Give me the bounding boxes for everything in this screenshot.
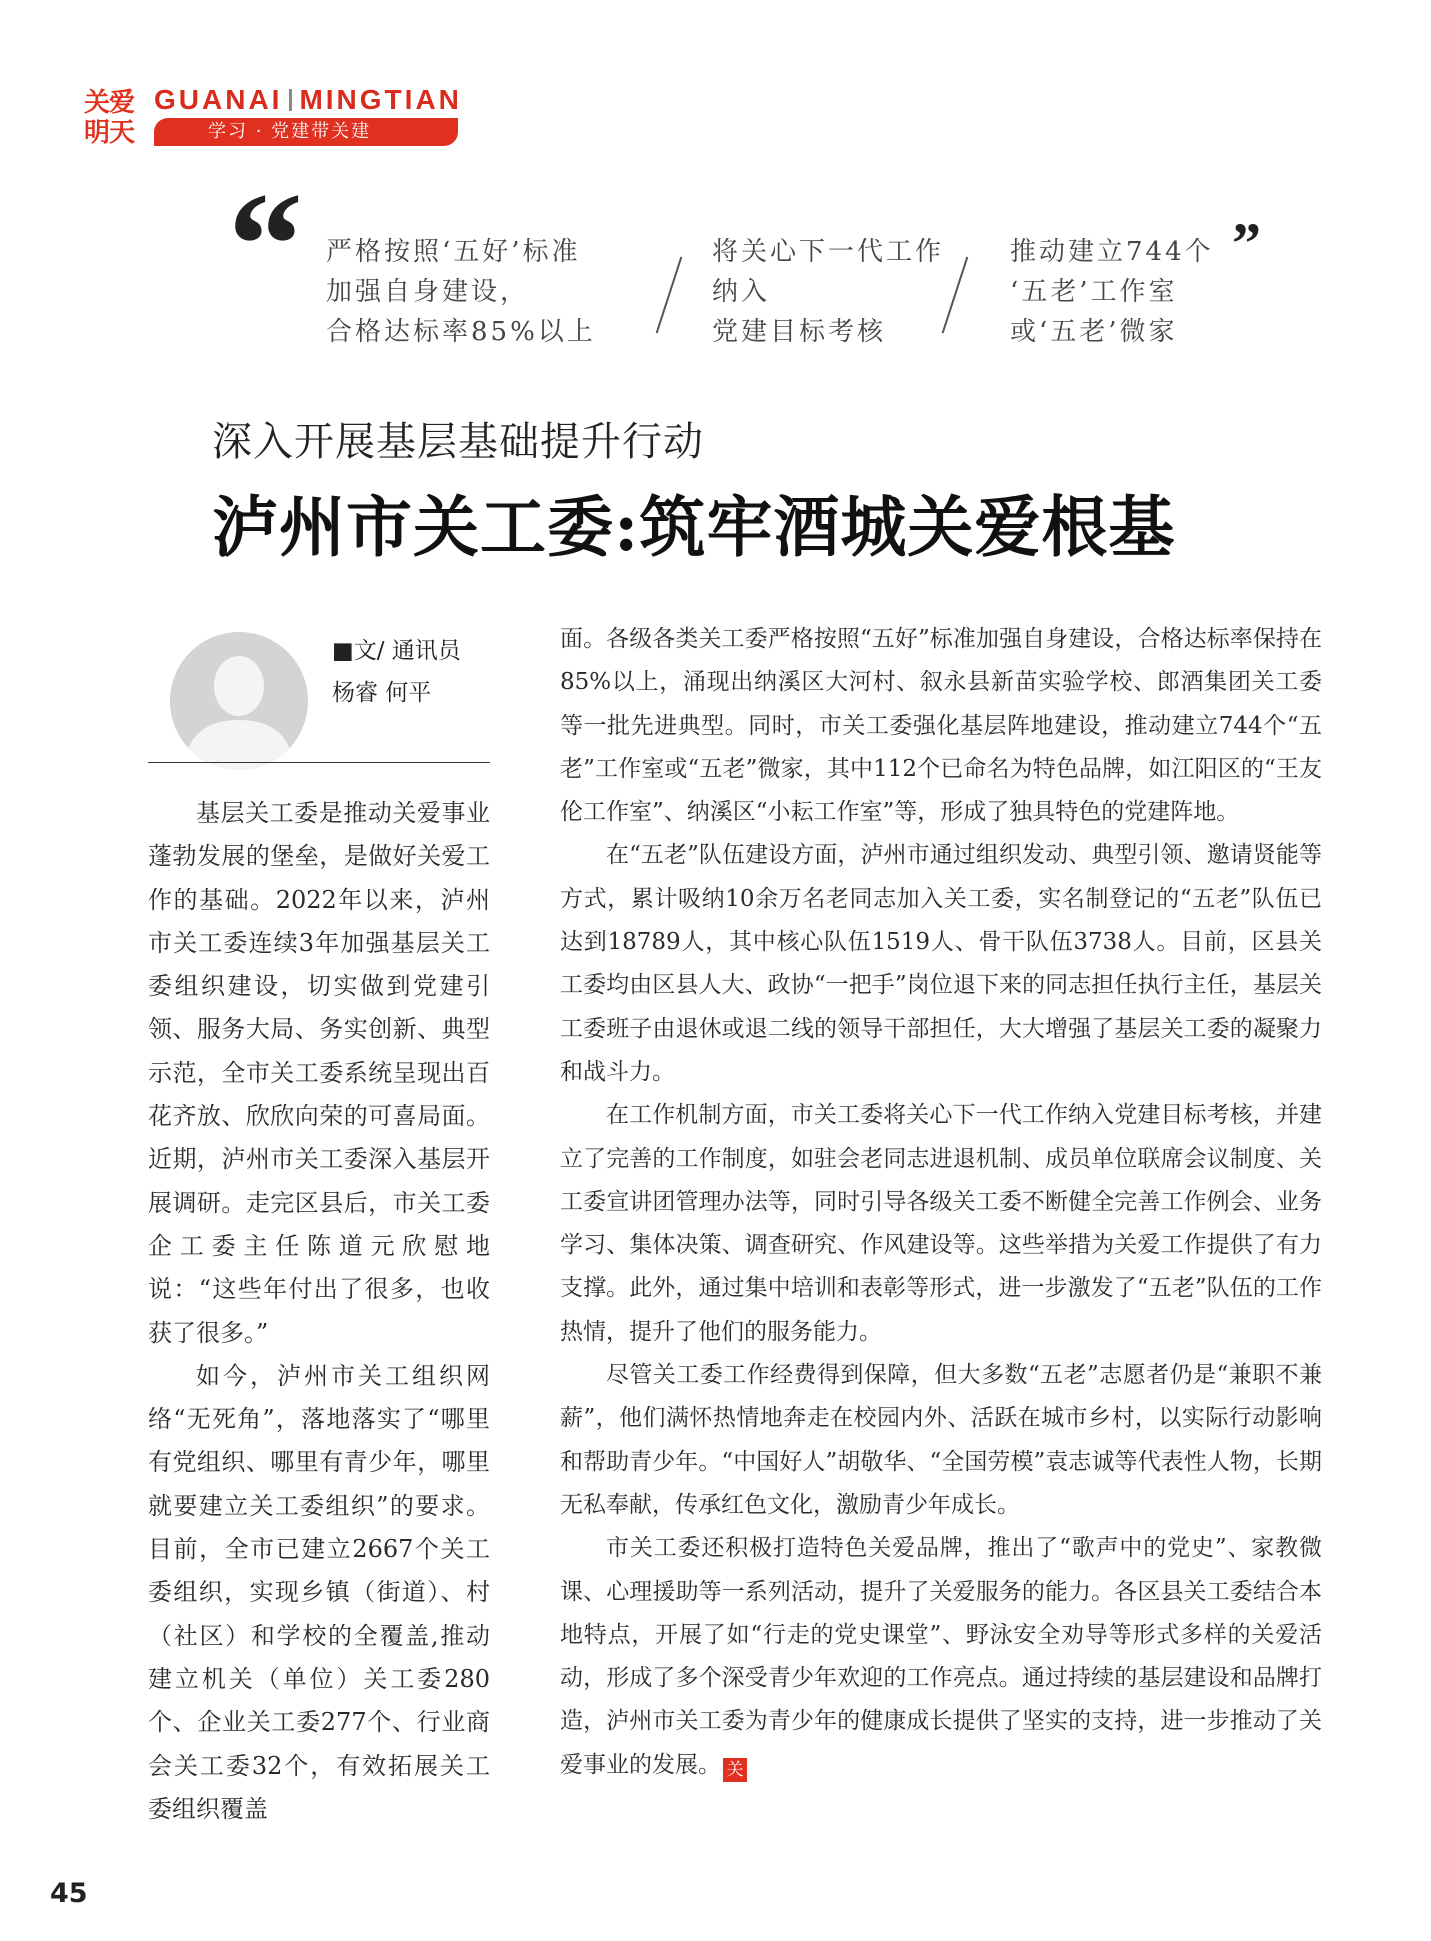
quote-divider xyxy=(942,257,969,334)
byline-divider xyxy=(148,762,490,763)
quote-line: 严格按照‘五好’标准 xyxy=(326,237,581,267)
quote-divider xyxy=(656,257,683,334)
quote-line: 加强自身建设， xyxy=(326,277,530,307)
body-paragraph: 尽管关工委工作经费得到保障，但大多数“五老”志愿者仍是“兼职不兼薪”，他们满怀热情地奔走在校园内外、活跃在城市乡村，以实际行动影响和帮助青少年。“中国好人”胡敬华、“全国劳模”袁志诚等代表性人物，长期无私奉献，传承红色文化，激励青少年成长。 xyxy=(560,1362,1322,1518)
byline-authors: 杨睿 何平 xyxy=(332,680,432,706)
quote-line: 党建目标考核 xyxy=(712,317,887,347)
open-quote-mark: “ xyxy=(228,162,303,328)
body-paragraph-text: 市关工委还积极打造特色关爱品牌，推出了“歌声中的党史”、家教微课、心理援助等一系列活动，提升了关爱服务的能力。各区县关工委结合本地特点，开展了如“行走的党史课堂”、野泳安全劝导等形式多样的关爱活动，形成了多个深受青少年欢迎的工作亮点。通过持续的基层建设和品牌打造，泸州市关工委为青少年的健康成长提供了坚实的支持，进一步推动了关爱事业的发展。 xyxy=(560,1535,1322,1778)
masthead-logo: 关爱明天 xyxy=(84,88,135,148)
quote-column-1 xyxy=(326,232,596,352)
article-subtitle: 深入开展基层基础提升行动 xyxy=(212,419,704,465)
brand-right: MINGTIAN xyxy=(299,84,462,115)
brand-left: GUANAI xyxy=(154,84,283,115)
section-label: 学习 · 党建带关建 xyxy=(154,118,458,146)
body-paragraph: 基层关工委是推动关爱事业蓬勃发展的堡垒，是做好关爱工作的基础。2022年以来，泸州市关工委连续3年加强基层关工委组织建设，切实做到党建引领、服务大局、务实创新、典型示范，全市关工委系统呈现出百花齐放、欣欣向荣的可喜局面。近期，泸州市关工委深入基层开展调研。走完区县后，市关工委企工委主任陈道元欣慰地说：“这些年付出了很多，也收获了很多。” xyxy=(148,799,490,1347)
article-title: 泸州市关工委:筑牢酒城关爱根基 xyxy=(212,488,1176,566)
brand-separator xyxy=(289,89,292,111)
byline xyxy=(332,630,461,714)
quote-line: 合格达标率85%以上 xyxy=(326,317,596,347)
person-silhouette-icon xyxy=(170,632,308,770)
close-quote-mark: ” xyxy=(1232,211,1261,276)
author-avatar xyxy=(170,632,308,770)
right-column xyxy=(560,618,1322,1787)
quote-column-3 xyxy=(1010,232,1214,352)
body-paragraph: 面。各级各类关工委严格按照“五好”标准加强自身建设，合格达标率保持在85%以上，涌现出纳溪区大河村、叙永县新苗实验学校、郎酒集团关工委等一批先进典型。同时，市关工委强化基层阵地建设，推动建立744个“五老”工作室或“五老”微家，其中112个已命名为特色品牌，如江阳区的“王友伦工作室”、纳溪区“小耘工作室”等，形成了独具特色的党建阵地。 xyxy=(560,626,1322,826)
magazine-brand xyxy=(154,84,462,116)
body-paragraph: 在“五老”队伍建设方面，泸州市通过组织发动、典型引领、邀请贤能等方式，累计吸纳10余万名老同志加入关工委，实名制登记的“五老”队伍已达到18789人，其中核心队伍1519人、骨干队伍3738人。目前，区县关工委均由区县人大、政协“一把手”岗位退下来的同志担任执行主任，基层关工委班子由退休或退二线的领导干部担任，大大增强了基层关工委的凝聚力和战斗力。 xyxy=(560,842,1322,1085)
quote-line: ‘五老’工作室 xyxy=(1010,277,1178,307)
body-paragraph: 如今，泸州市关工组织网络“无死角”，落地落实了“哪里有党组织、哪里有青少年，哪里就要建立关工委组织”的要求。目前，全市已建立2667个关工委组织，实现乡镇（街道）、村（社区）和学校的全覆盖,推动建立机关（单位）关工委280个、企业关工委277个、行业商会关工委32个，有效拓展关工委组织覆盖 xyxy=(148,1361,490,1823)
body-paragraph xyxy=(560,1527,1322,1787)
page-number: 45 xyxy=(50,1878,88,1909)
quote-line: 推动建立744个 xyxy=(1010,237,1214,267)
end-mark-icon: 关 xyxy=(723,1758,747,1782)
left-column xyxy=(148,792,490,1831)
quote-line: 或‘五老’微家 xyxy=(1010,317,1178,347)
byline-credit: ■文/ 通讯员 xyxy=(332,638,461,664)
quote-line: 纳入 xyxy=(712,277,771,307)
body-paragraph: 在工作机制方面，市关工委将关心下一代工作纳入党建目标考核，并建立了完善的工作制度，如驻会老同志进退机制、成员单位联席会议制度、关工委宣讲团管理办法等，同时引导各级关工委不断健全完善工作例会、业务学习、集体决策、调查研究、作风建设等。这些举措为关爱工作提供了有力支撑。此外，通过集中培训和表彰等形式，进一步激发了“五老”队伍的工作热情，提升了他们的服务能力。 xyxy=(560,1102,1322,1345)
quote-line: 将关心下一代工作 xyxy=(712,237,945,267)
quote-column-2 xyxy=(712,232,944,352)
